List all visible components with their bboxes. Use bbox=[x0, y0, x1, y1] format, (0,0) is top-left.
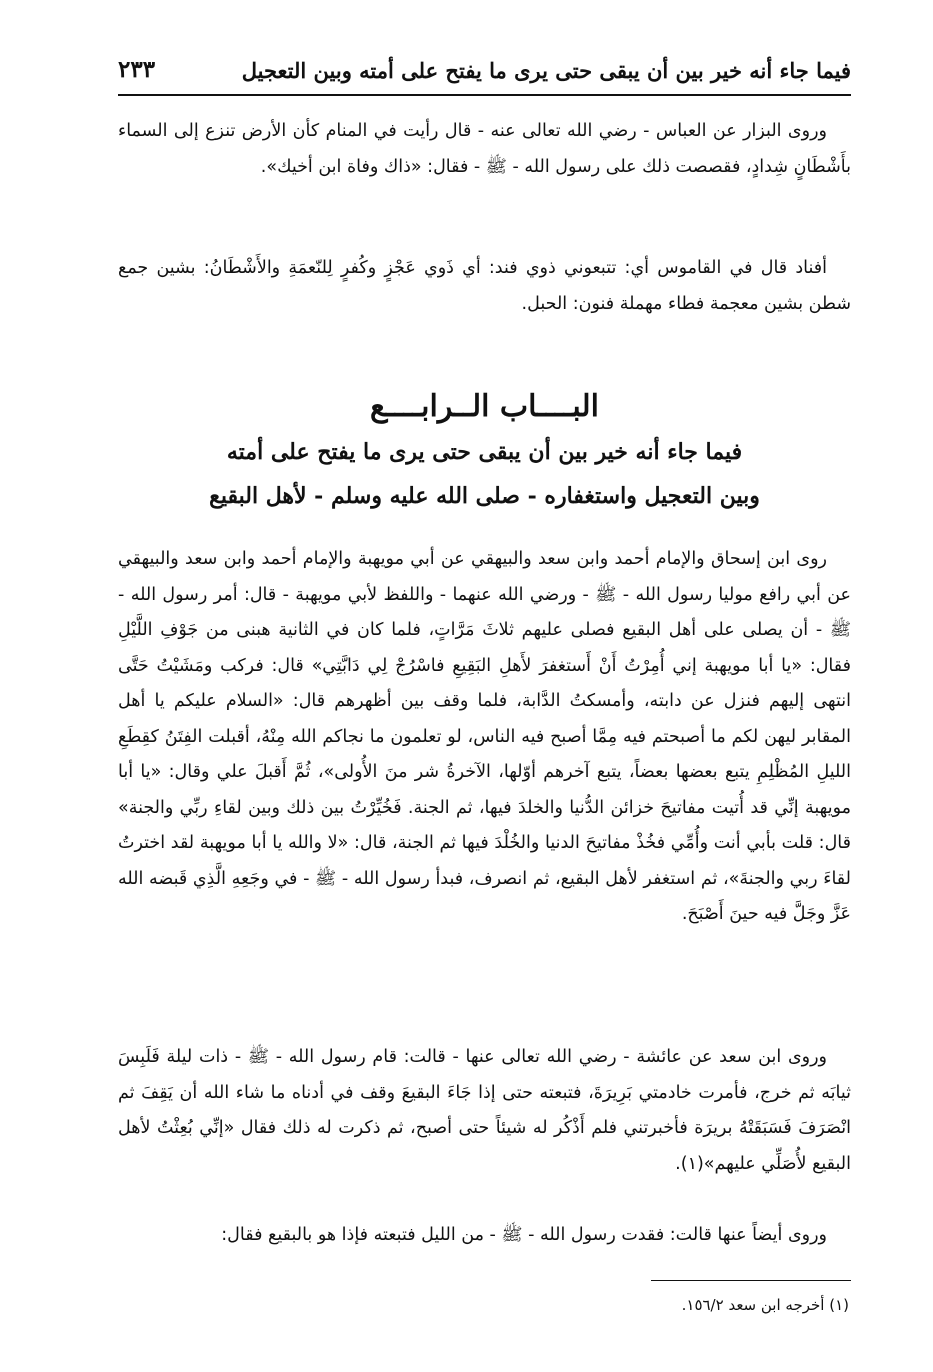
running-header bbox=[118, 50, 851, 96]
body-paragraph: وروى البزار عن العباس - رضي الله تعالى عنه - قال رأيت في المنام كأن الأرض تنزع إلى السماء بأَشْطَانٍ شِدادٍ، فقصصت ذلك على رسول الله - ﷺ - فقال: «ذاك وفاة ابن أخيك». bbox=[118, 121, 851, 177]
paragraph-abu-muwayhiba bbox=[118, 542, 851, 933]
body-paragraph: وروى أيضاً عنها قالت: فقدت رسول الله - ﷺ - من الليل فتبعته فإذا هو بالبقيع فقال: bbox=[221, 1225, 827, 1245]
chapter-number: البــــاب الــرابــــع bbox=[370, 389, 599, 424]
chapter-title-line-1: فيما جاء أنه خير بين أن يبقى حتى يرى ما يفتح على أمته bbox=[226, 439, 743, 465]
body-paragraph: أفناد قال في القاموس أي: تتبعوني ذوي فند: أي ذَوي عَجْزٍ وكُفرٍ لِلنّعمَةِ والأَشْطَانُ: بشين جمع شطن بشين معجمة فطاء مهملة فنون: الحبل. bbox=[118, 258, 851, 314]
footnote-divider bbox=[651, 1280, 851, 1281]
page-number: ٢٣٣ bbox=[118, 56, 156, 83]
footnote: (١) أخرجه ابن سعد ١٥٦/٢. bbox=[681, 1296, 849, 1314]
paragraph-qamus-note bbox=[118, 251, 851, 322]
paragraph-bazzar-narration bbox=[118, 114, 851, 185]
paragraph-aisha-narration bbox=[118, 1040, 851, 1182]
chapter-title-line-2: وبين التعجيل واستغفاره - صلى الله عليه وسلم - لأهل البقيع bbox=[209, 483, 760, 509]
paragraph-aisha-second-narration bbox=[118, 1218, 851, 1254]
running-header-title: فيما جاء أنه خير بين أن يبقى حتى يرى ما يفتح على أمته وبين التعجيل bbox=[241, 58, 851, 83]
chapter-heading bbox=[118, 384, 851, 518]
body-paragraph: وروى ابن سعد عن عائشة - رضي الله تعالى عنها - قالت: قام رسول الله - ﷺ - ذات ليلة فَلَبِسَ ثيابَه ثم خرج، فأمرت خادمتي بَرِيرَةَ، فتبعته حتى إذا جَاءَ البقيعَ وقف في أدناه ما شاء الله أن يَقِفَ ثم انْصَرَفَ فَسَبَقَتْهُ بريرَة فأخبرتني فلم أَذْكُر له شيئاً حتى أصبح، ثم ذكرت له ذلك فقال «إنِّي بُعِثْتُ لأهل البقيع لأُصَلِّي عليهم»(١). bbox=[118, 1047, 851, 1174]
body-paragraph: روى ابن إسحاق والإمام أحمد وابن سعد والبيهقي عن أبي مويهبة والإمام أحمد وابن سعد والبيهقي عن أبي رافع موليا رسول الله - ﷺ - ورضي الله عنهما - واللفظ لأبي مويهبة - قال: أمر رسول الله - ﷺ - أن يصلى على أهل البقيع فصلى عليهم ثلاثَ مَرَّاتٍ، فلما كان في الثانية هبنى من جَوْفِ اللَّيْلِ فقال: «يا أبا مويهبة إني أُمِرْتُ أَنْ أَستغفرَ لأَهلِ البَقِيعِ فاسْرُجْ لِي دَابَّتِي» قال: فركب ومَشَيْتُ حَتَّى انتهى إليهم فنزل عن دابته، وأمسكتُ الدَّابة، فلما وقف بين أظهرهم قال: «السلام عليكم يا أهل المقابر ليهن لكم ما أصبحتم فيه مِمَّا أصبح فيه الناس، لو تعلمون ما نجاكم الله مِنْهُ، أقبلت الفِتَنُ كقِطَعِ الليلِ المُظْلِمِ يتبع بعضها بعضاً، يتبع آخرهم أوّلها، الآخرةُ شر منَ الأُولى»، ثُمَّ أَقبلَ علي وقال: «يا أبا مويهبة إنِّي قد أُتيت مفاتيحَ خزائن الدُّنيا والخلدَ فيها، ثم الجنة. فَخُيِّرْتُ بين ذلك وبين لقاءِ ربِّي والجنة» قال: قلت بأبي أنت وأُمِّي فخُذْ مفاتيحَ الدنيا والخُلْدَ فيها ثم الجنة، قال: «لا والله يا أبا مويهبة لقد اخترتُ لقاءَ ربي والجنةَ»، ثم استغفر لأهل البقيع، ثم انصرف، فبدأ رسول الله - ﷺ - في وجَعِهِ الَّذِي قَبضه الله عَزَّ وجَلَّ فيه حينَ أَصْبَحَ. bbox=[118, 549, 851, 924]
